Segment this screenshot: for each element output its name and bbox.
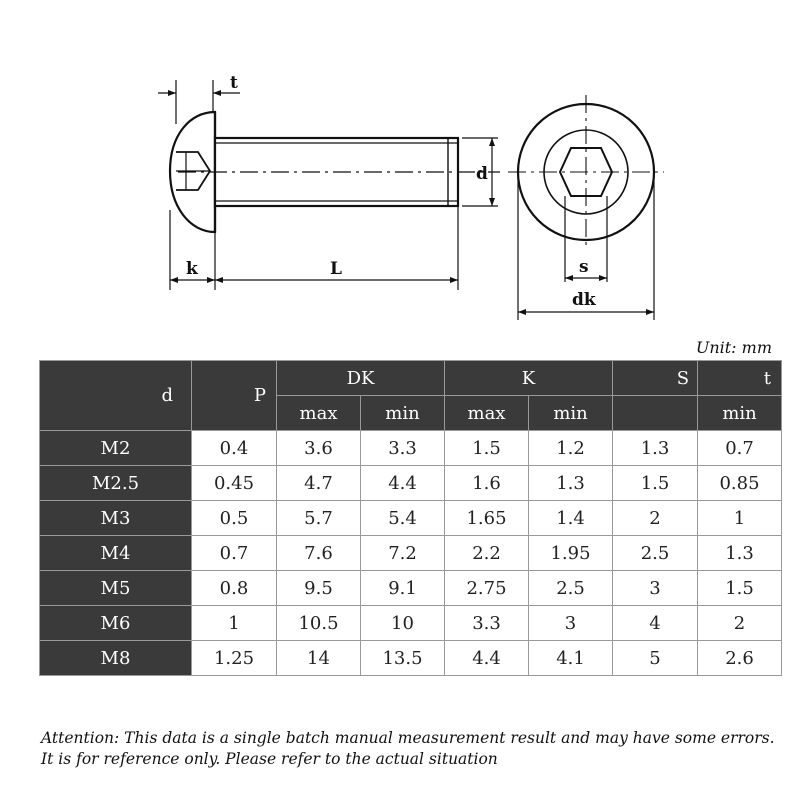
label-dk: dk xyxy=(572,290,596,310)
table-cell: 3.6 xyxy=(277,431,361,466)
table-cell: 14 xyxy=(277,641,361,676)
attention-note xyxy=(41,728,781,770)
table-cell: 1 xyxy=(698,501,782,536)
table-cell: 1.3 xyxy=(529,466,613,501)
table-cell: 3.3 xyxy=(445,606,529,641)
table-cell: 0.8 xyxy=(192,571,277,606)
table-cell: 5.4 xyxy=(361,501,445,536)
table-cell: 1.6 xyxy=(445,466,529,501)
col-header-p: P xyxy=(192,361,277,431)
table-cell: 1.4 xyxy=(529,501,613,536)
table-cell: 5.7 xyxy=(277,501,361,536)
table-cell: 2.75 xyxy=(445,571,529,606)
table-cell: 13.5 xyxy=(361,641,445,676)
table-cell: 2 xyxy=(698,606,782,641)
table-cell: 2.6 xyxy=(698,641,782,676)
table-row xyxy=(40,606,782,641)
table-cell: 3 xyxy=(529,606,613,641)
table-cell: 10.5 xyxy=(277,606,361,641)
table-cell: 4.4 xyxy=(445,641,529,676)
table-cell: 7.6 xyxy=(277,536,361,571)
table-cell: 4.7 xyxy=(277,466,361,501)
screw-front-view xyxy=(508,95,664,320)
row-header-size: M5 xyxy=(40,571,192,606)
table-row xyxy=(40,431,782,466)
table-cell: 1.95 xyxy=(529,536,613,571)
table-row xyxy=(40,641,782,676)
spec-table xyxy=(39,360,782,676)
label-k: k xyxy=(186,259,198,279)
note-line-1: Attention: This data is a single batch manual measurement result and may have some errors. xyxy=(41,729,775,747)
table-cell: 1.5 xyxy=(698,571,782,606)
col-header-t: t xyxy=(698,361,782,396)
table-cell: 1.5 xyxy=(445,431,529,466)
col-header-dk: DK xyxy=(277,361,445,396)
screw-side-view xyxy=(158,80,500,290)
table-row xyxy=(40,571,782,606)
table-cell: 9.1 xyxy=(361,571,445,606)
screw-technical-drawing xyxy=(0,0,800,335)
table-cell: 1.2 xyxy=(529,431,613,466)
table-cell: 1.5 xyxy=(613,466,698,501)
table-cell: 2.5 xyxy=(529,571,613,606)
subheader-s-empty xyxy=(613,396,698,431)
table-row xyxy=(40,536,782,571)
table-cell: 1.3 xyxy=(698,536,782,571)
subheader-dk-min: min xyxy=(361,396,445,431)
table-cell: 0.5 xyxy=(192,501,277,536)
table-cell: 5 xyxy=(613,641,698,676)
spec-table-body xyxy=(40,431,782,676)
table-cell: 0.4 xyxy=(192,431,277,466)
table-cell: 0.45 xyxy=(192,466,277,501)
table-cell: 7.2 xyxy=(361,536,445,571)
row-header-size: M2.5 xyxy=(40,466,192,501)
label-s: s xyxy=(579,257,589,277)
label-d: d xyxy=(476,164,488,184)
table-cell: 9.5 xyxy=(277,571,361,606)
table-cell: 10 xyxy=(361,606,445,641)
subheader-k-min: min xyxy=(529,396,613,431)
table-cell: 4.1 xyxy=(529,641,613,676)
table-cell: 0.85 xyxy=(698,466,782,501)
table-cell: 0.7 xyxy=(698,431,782,466)
col-header-d: d xyxy=(40,361,192,431)
table-cell: 1.25 xyxy=(192,641,277,676)
subheader-k-max: max xyxy=(445,396,529,431)
table-cell: 4 xyxy=(613,606,698,641)
table-cell: 3.3 xyxy=(361,431,445,466)
table-cell: 2 xyxy=(613,501,698,536)
unit-label: Unit: mm xyxy=(695,338,772,357)
label-t: t xyxy=(230,73,238,93)
table-cell: 1.3 xyxy=(613,431,698,466)
subheader-t-min: min xyxy=(698,396,782,431)
table-cell: 1 xyxy=(192,606,277,641)
note-line-2: It is for reference only. Please refer to the actual situation xyxy=(41,750,498,768)
table-cell: 0.7 xyxy=(192,536,277,571)
subheader-dk-max: max xyxy=(277,396,361,431)
table-row xyxy=(40,466,782,501)
header-row-1 xyxy=(40,361,782,396)
table-cell: 3 xyxy=(613,571,698,606)
row-header-size: M2 xyxy=(40,431,192,466)
label-L: L xyxy=(330,259,342,279)
col-header-k: K xyxy=(445,361,613,396)
table-cell: 2.2 xyxy=(445,536,529,571)
table-cell: 4.4 xyxy=(361,466,445,501)
col-header-s: S xyxy=(613,361,698,396)
table-row xyxy=(40,501,782,536)
table-cell: 1.65 xyxy=(445,501,529,536)
table-cell: 2.5 xyxy=(613,536,698,571)
row-header-size: M8 xyxy=(40,641,192,676)
row-header-size: M3 xyxy=(40,501,192,536)
row-header-size: M4 xyxy=(40,536,192,571)
row-header-size: M6 xyxy=(40,606,192,641)
